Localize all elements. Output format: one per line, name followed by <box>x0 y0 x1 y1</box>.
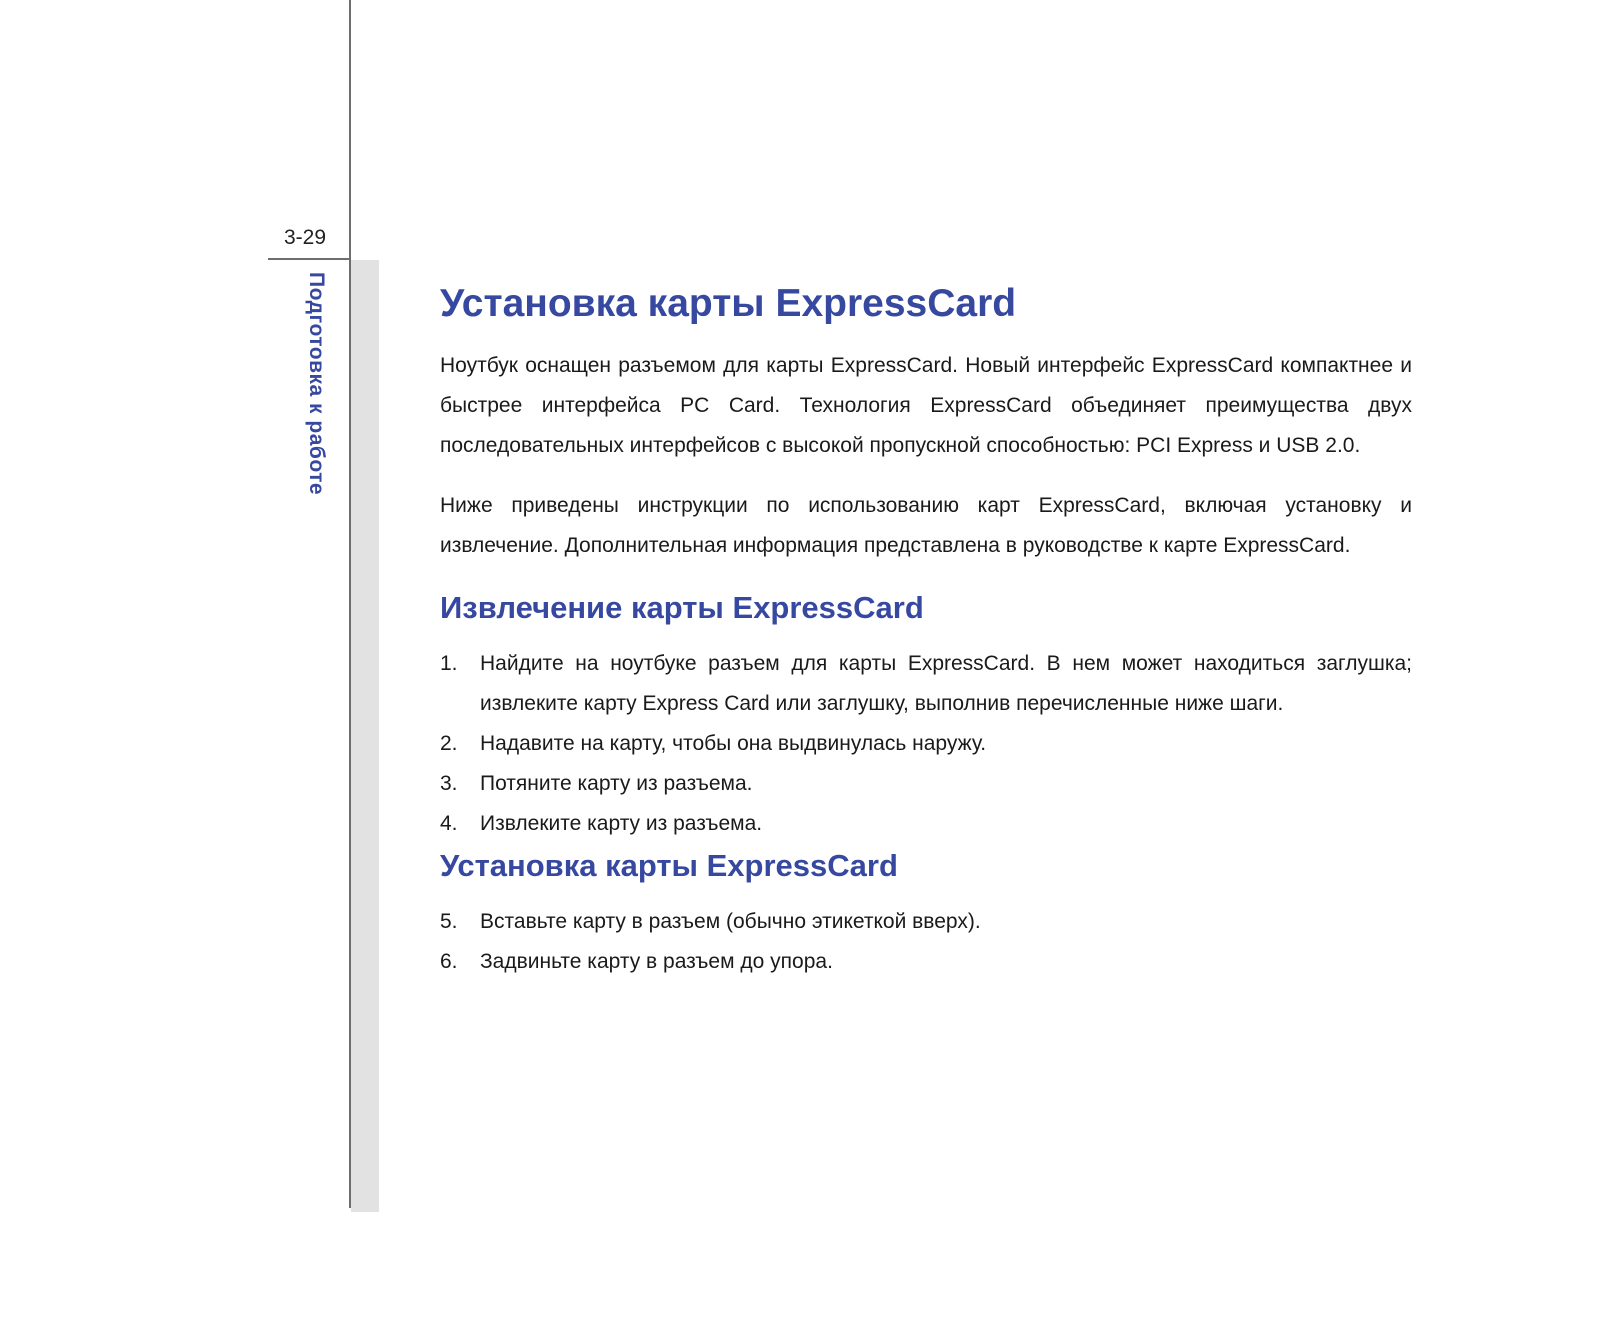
step-text: Вставьте карту в разъем (обычно этикеткой вверх). <box>480 910 981 933</box>
step-number: 4. <box>440 812 458 835</box>
list-item <box>440 764 1412 804</box>
step-text: Надавите на карту, чтобы она выдвинулась наружу. <box>480 732 987 755</box>
install-steps-list <box>440 902 1412 982</box>
page-content <box>440 276 1412 982</box>
step-number: 3. <box>440 772 458 795</box>
list-item <box>440 724 1412 764</box>
step-number: 2. <box>440 732 458 755</box>
step-number: 1. <box>440 652 458 675</box>
list-item <box>440 902 1412 942</box>
chapter-side-title: Подготовка к работе <box>305 272 328 496</box>
intro-paragraph: Ноутбук оснащен разъемом для карты ExpressCard. Новый интерфейс ExpressCard компактнее и быстрее интерфейса PC Card. Технология ExpressCard объединяет преимущества двух последовательных интерфейсов с высокой пропускной способностью: PCI Express и USB 2.0. <box>440 354 1412 457</box>
step-text: Извлеките карту из разъема. <box>480 812 763 835</box>
margin-gray-band <box>351 260 379 1212</box>
remove-section-title: Извлечение карты ExpressCard <box>440 590 924 625</box>
list-item <box>440 644 1412 724</box>
list-item <box>440 942 1412 982</box>
page-number-rule <box>268 258 350 260</box>
step-text: Задвиньте карту в разъем до упора. <box>480 950 833 973</box>
remove-steps-list <box>440 644 1412 844</box>
instructions-paragraph: Ниже приведены инструкции по использованию карт ExpressCard, включая установку и извлечение. Дополнительная информация представлена в руководстве к карте ExpressCard. <box>440 494 1412 557</box>
page-number: 3-29 <box>284 226 327 249</box>
page-title: Установка карты ExpressCard <box>440 282 1017 325</box>
step-number: 6. <box>440 950 458 973</box>
step-number: 5. <box>440 910 458 933</box>
step-text: Найдите на ноутбуке разъем для карты ExpressCard. В нем может находиться заглушка; извлеките карту Express Card или заглушку, выполнив перечисленные ниже шаги. <box>480 652 1412 715</box>
install-section-title: Установка карты ExpressCard <box>440 848 898 883</box>
list-item <box>440 804 1412 844</box>
step-text: Потяните карту из разъема. <box>480 772 753 795</box>
